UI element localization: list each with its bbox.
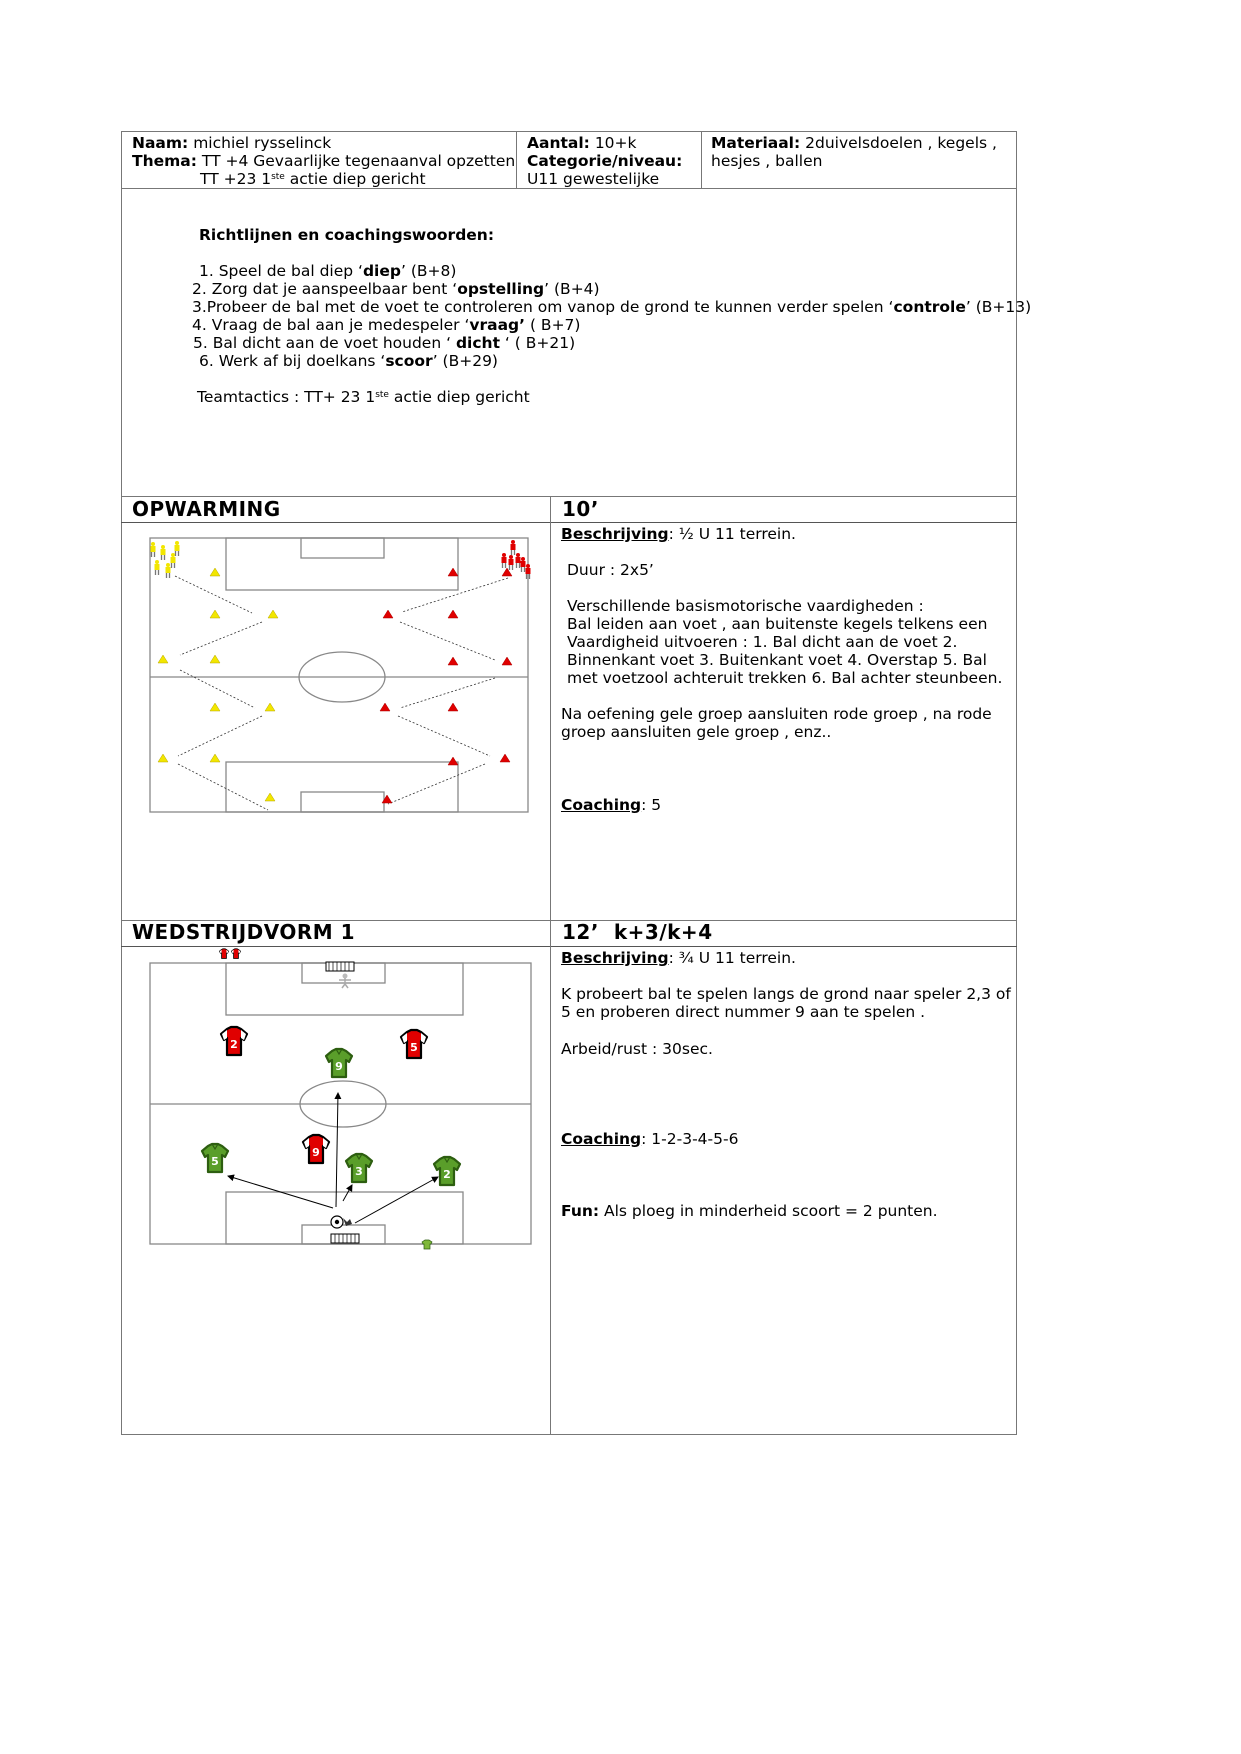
beschrijving-line xyxy=(561,948,796,968)
guideline-text: ’ (B+29) xyxy=(432,352,498,370)
guideline-text: 5. Bal dicht aan de voet houden ‘ xyxy=(193,334,456,352)
duur-line: Duur : 2x5’ xyxy=(567,561,654,579)
guideline-text: ( B+7) xyxy=(525,316,581,334)
coaching-word: scoor xyxy=(385,352,433,370)
guideline-text: 2. Zorg dat je aanspeelbaar bent ‘ xyxy=(192,280,458,298)
guideline-item xyxy=(192,279,600,299)
player-figure-icon xyxy=(171,553,176,568)
arbeid-line: Arbeid/rust : 30sec. xyxy=(561,1040,713,1058)
guideline-text: 6. Werk af bij doelkans ‘ xyxy=(199,352,386,370)
green-player-shirt-icon xyxy=(346,1154,372,1182)
player-figure-icon xyxy=(155,560,160,575)
beschrijving-line xyxy=(561,524,796,544)
guideline-item xyxy=(192,297,1031,317)
player-figure-icon xyxy=(175,541,180,556)
teamtactics-text: Teamtactics : TT+ 23 1 xyxy=(197,388,376,406)
note-text: Na oefening gele groep aansluiten rode groep , na rode xyxy=(561,705,992,723)
cone-icon xyxy=(448,703,458,711)
guideline-text: 4. Vraag de bal aan je medespeler ‘ xyxy=(192,316,470,334)
divider xyxy=(701,131,702,189)
cone-icon xyxy=(210,568,220,576)
beschrijving-label: Beschrijving xyxy=(561,949,669,967)
guideline-item xyxy=(193,333,575,353)
description-line: Verschillende basismotorische vaardigheden : xyxy=(567,597,924,615)
cone-icon xyxy=(268,610,278,618)
thema-value-line2 xyxy=(200,169,426,189)
naam-field xyxy=(132,133,331,153)
materiaal-value-line1: 2duivelsdoelen , kegels , xyxy=(805,134,997,152)
cone-icon xyxy=(502,568,512,576)
cone-icon xyxy=(265,703,275,711)
goal-area-bottom xyxy=(301,792,384,812)
green-player-shirt-icon xyxy=(326,1049,352,1077)
teamtactics-text: actie diep gericht xyxy=(388,388,530,406)
aantal-value: 10+k xyxy=(594,134,637,152)
shirt-number: 9 xyxy=(335,1060,343,1073)
green-player-shirt-icon xyxy=(434,1157,460,1185)
penalty-area-top xyxy=(226,538,458,590)
superscript: ste xyxy=(271,172,285,182)
coaching-word: diep xyxy=(362,262,401,280)
coaching-line xyxy=(561,1129,738,1149)
materiaal-value-line2: hesjes , ballen xyxy=(711,152,823,170)
beschrijving-value: : ½ U 11 terrein. xyxy=(668,525,796,543)
red-player-shirt-icon xyxy=(231,949,240,959)
divider xyxy=(516,131,517,189)
coaching-word: opstelling xyxy=(457,280,545,298)
cone-icon xyxy=(210,703,220,711)
categorie-value: U11 gewestelijke xyxy=(527,170,660,188)
cone-icon xyxy=(383,610,393,618)
warmup-diagram xyxy=(140,530,540,820)
cone-icon xyxy=(448,757,458,765)
shirt-number: 2 xyxy=(443,1168,451,1181)
fun-line xyxy=(561,1201,938,1221)
goal-bottom-icon xyxy=(331,1234,359,1243)
cone-icon xyxy=(448,657,458,665)
guidelines-title: Richtlijnen en coachingswoorden: xyxy=(199,226,495,244)
divider xyxy=(121,522,1017,523)
description-line: 5 en proberen direct nummer 9 aan te spelen . xyxy=(561,1003,926,1021)
players xyxy=(202,1027,460,1185)
description-line: K probeert bal te spelen langs de grond naar speler 2,3 of xyxy=(561,985,1011,1003)
cone-icon xyxy=(448,610,458,618)
substitute-shirts xyxy=(219,949,240,959)
aantal-field xyxy=(527,133,637,153)
shirt-number: 5 xyxy=(410,1041,418,1054)
fun-label: Fun: xyxy=(561,1202,600,1220)
ball-icon xyxy=(331,1216,343,1228)
description-line: met voetzool achteruit trekken 6. Bal achter steunbeen. xyxy=(567,669,1003,687)
coaching-word: controle xyxy=(893,298,966,316)
player-figure-icon xyxy=(521,557,526,572)
cone-icon xyxy=(500,754,510,762)
description-line: Bal leiden aan voet , aan buitenste kegels telkens een xyxy=(567,615,988,633)
section-time: 10’ xyxy=(562,497,599,521)
coaching-label: Coaching xyxy=(561,1130,642,1148)
shirt-number: 2 xyxy=(230,1038,238,1051)
penalty-area-bottom xyxy=(226,762,458,812)
goal-top-icon xyxy=(326,962,354,971)
dribble-paths xyxy=(175,576,508,810)
player-figure-icon xyxy=(511,540,516,555)
guideline-text: ’ (B+4) xyxy=(544,280,600,298)
pass-arrows xyxy=(228,1093,438,1223)
categorie-label-text: Categorie/niveau: xyxy=(527,152,683,170)
teamtactics-line xyxy=(197,387,530,407)
materiaal-label: Materiaal: xyxy=(711,134,801,152)
coaching-value: : 5 xyxy=(641,796,662,814)
fun-value: Als ploeg in minderheid scoort = 2 punten. xyxy=(599,1202,938,1220)
coaching-value: : 1-2-3-4-5-6 xyxy=(641,1130,739,1148)
cone-icon xyxy=(210,655,220,663)
red-player-shirt-icon xyxy=(221,1027,247,1055)
description-line: Vaardigheid uitvoeren : 1. Bal dicht aan de voet 2. xyxy=(567,633,958,651)
guideline-text: ‘ ( B+21) xyxy=(499,334,576,352)
yellow-cones xyxy=(158,568,278,801)
guideline-text: ’ (B+13) xyxy=(965,298,1032,316)
player-figure-icon xyxy=(509,555,514,570)
red-cones xyxy=(380,568,512,803)
guideline-text: 1. Speel de bal diep ‘ xyxy=(199,262,363,280)
section-time: 12’ k+3/k+4 xyxy=(562,920,713,944)
match-diagram xyxy=(140,945,540,1255)
shirt-number: 5 xyxy=(211,1155,219,1168)
player-figure-icon xyxy=(516,553,521,568)
cone-icon xyxy=(210,754,220,762)
guideline-item xyxy=(199,261,456,281)
naam-label: Naam: xyxy=(132,134,189,152)
guideline-item xyxy=(199,351,498,371)
naam-value: michiel rysselinck xyxy=(193,134,332,152)
green-player-shirt-icon xyxy=(202,1144,228,1172)
divider xyxy=(550,496,551,921)
note-line: groep aansluiten gele groep , enz.. xyxy=(561,723,832,741)
thema-field xyxy=(132,151,515,171)
cone-icon xyxy=(265,793,275,801)
cone-icon xyxy=(210,610,220,618)
beschrijving-label: Beschrijving xyxy=(561,525,669,543)
player-figure-icon xyxy=(161,545,166,560)
cone-icon xyxy=(158,655,168,663)
categorie-label xyxy=(527,151,682,171)
divider xyxy=(550,920,551,1435)
beschrijving-value: : ¾ U 11 terrein. xyxy=(668,949,796,967)
coaching-line xyxy=(561,795,661,815)
guideline-item xyxy=(192,315,580,335)
thema-label: Thema: xyxy=(132,152,197,170)
cone-icon xyxy=(158,754,168,762)
shirt-number: 9 xyxy=(312,1146,320,1159)
player-figure-icon xyxy=(151,542,156,557)
section-title: WEDSTRIJDVORM 1 xyxy=(132,920,356,944)
guideline-text: 3.Probeer de bal met de voet te controleren om vanop de grond te kunnen verder spelen ‘ xyxy=(192,298,894,316)
note-line xyxy=(561,704,992,724)
aantal-label: Aantal: xyxy=(527,134,590,152)
thema-value-line1: TT +4 Gevaarlijke tegenaanval opzetten xyxy=(201,152,516,170)
cone-icon xyxy=(448,568,458,576)
cone-icon xyxy=(380,703,390,711)
coaching-word: dicht xyxy=(455,334,500,352)
thema-line2-text: actie diep gericht xyxy=(284,170,426,188)
shirt-number: 3 xyxy=(355,1165,363,1178)
player-figure-icon xyxy=(502,553,507,568)
coaching-word: vraag’ xyxy=(469,316,526,334)
coaching-label: Coaching xyxy=(561,796,642,814)
cone-icon xyxy=(502,657,512,665)
player-figure-icon xyxy=(166,563,171,578)
pitch-boundary xyxy=(150,538,528,812)
red-player-shirt-icon xyxy=(401,1030,427,1058)
red-player-shirt-icon xyxy=(303,1135,329,1163)
goal-area-top xyxy=(301,538,384,558)
guideline-text: ’ (B+8) xyxy=(400,262,457,280)
thema-line2-text: TT +23 1 xyxy=(200,170,272,188)
materiaal-field xyxy=(711,133,997,153)
yellow-group xyxy=(151,541,180,578)
red-player-shirt-icon xyxy=(219,949,228,959)
section-title: OPWARMING xyxy=(132,497,281,521)
superscript: ste xyxy=(375,390,389,400)
description-line: Binnenkant voet 3. Buitenkant voet 4. Overstap 5. Bal xyxy=(567,651,987,669)
goalkeeper-top-icon xyxy=(339,974,351,989)
